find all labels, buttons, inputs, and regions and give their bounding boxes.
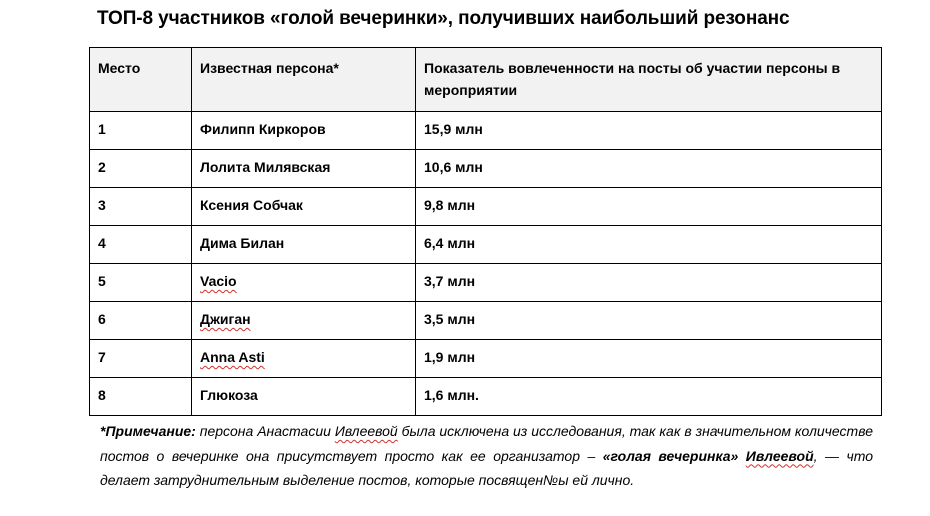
cell-person	[192, 264, 416, 302]
cell-rank: 4	[90, 226, 192, 264]
table-row	[90, 378, 882, 416]
cell-rank: 8	[90, 378, 192, 416]
cell-person: Лолита Милявская	[192, 150, 416, 188]
cell-rank: 7	[90, 340, 192, 378]
cell-person: Ксения Собчак	[192, 188, 416, 226]
cell-person: Глюкоза	[192, 378, 416, 416]
table-row	[90, 340, 882, 378]
header-metric: Показатель вовлеченности на посты об участии персоны в мероприятии	[416, 48, 882, 112]
cell-person: Дима Билан	[192, 226, 416, 264]
cell-metric: 15,9 млн	[416, 112, 882, 150]
table-row	[90, 112, 882, 150]
document-title: ТОП-8 участников «голой вечеринки», получивших наибольший резонанс	[97, 8, 790, 29]
spellcheck-word[interactable]: Ивлеевой	[745, 447, 814, 464]
header-rank: Место	[90, 48, 192, 112]
cell-rank: 3	[90, 188, 192, 226]
results-table	[89, 47, 882, 416]
footnote-label: *Примечание:	[100, 423, 196, 439]
cell-metric: 3,5 млн	[416, 302, 882, 340]
cell-rank: 5	[90, 264, 192, 302]
footnote-party-label: «голая вечеринка»	[602, 447, 746, 464]
cell-person	[192, 340, 416, 378]
cell-person: Филипп Киркоров	[192, 112, 416, 150]
spellcheck-word[interactable]: Anna Asti	[200, 349, 265, 365]
table-header-row	[90, 48, 882, 112]
footnote	[100, 419, 873, 493]
spellcheck-word[interactable]: Ивлеевой	[334, 423, 398, 439]
spellcheck-word[interactable]: Джиган	[200, 311, 251, 327]
cell-rank: 2	[90, 150, 192, 188]
cell-rank: 1	[90, 112, 192, 150]
cell-metric: 1,9 млн	[416, 340, 882, 378]
cell-rank: 6	[90, 302, 192, 340]
cell-metric: 6,4 млн	[416, 226, 882, 264]
footnote-text: , — что делает затруднительным выделение постов, которые посвящен№ы ей лично.	[100, 447, 873, 488]
cell-metric: 3,7 млн	[416, 264, 882, 302]
spellcheck-word[interactable]: Vacio	[200, 273, 237, 289]
table-row	[90, 226, 882, 264]
cell-metric: 10,6 млн	[416, 150, 882, 188]
table-row	[90, 150, 882, 188]
header-person: Известная персона*	[192, 48, 416, 112]
table-row	[90, 188, 882, 226]
footnote-text: была исключена из исследования, так как в значительном количестве постов о вечеринке она присутствует просто как ее организатор –	[100, 423, 873, 464]
table-row	[90, 264, 882, 302]
cell-metric: 9,8 млн	[416, 188, 882, 226]
cell-metric: 1,6 млн.	[416, 378, 882, 416]
footnote-text: персона Анастасии	[195, 423, 335, 439]
cell-person	[192, 302, 416, 340]
table-row	[90, 302, 882, 340]
